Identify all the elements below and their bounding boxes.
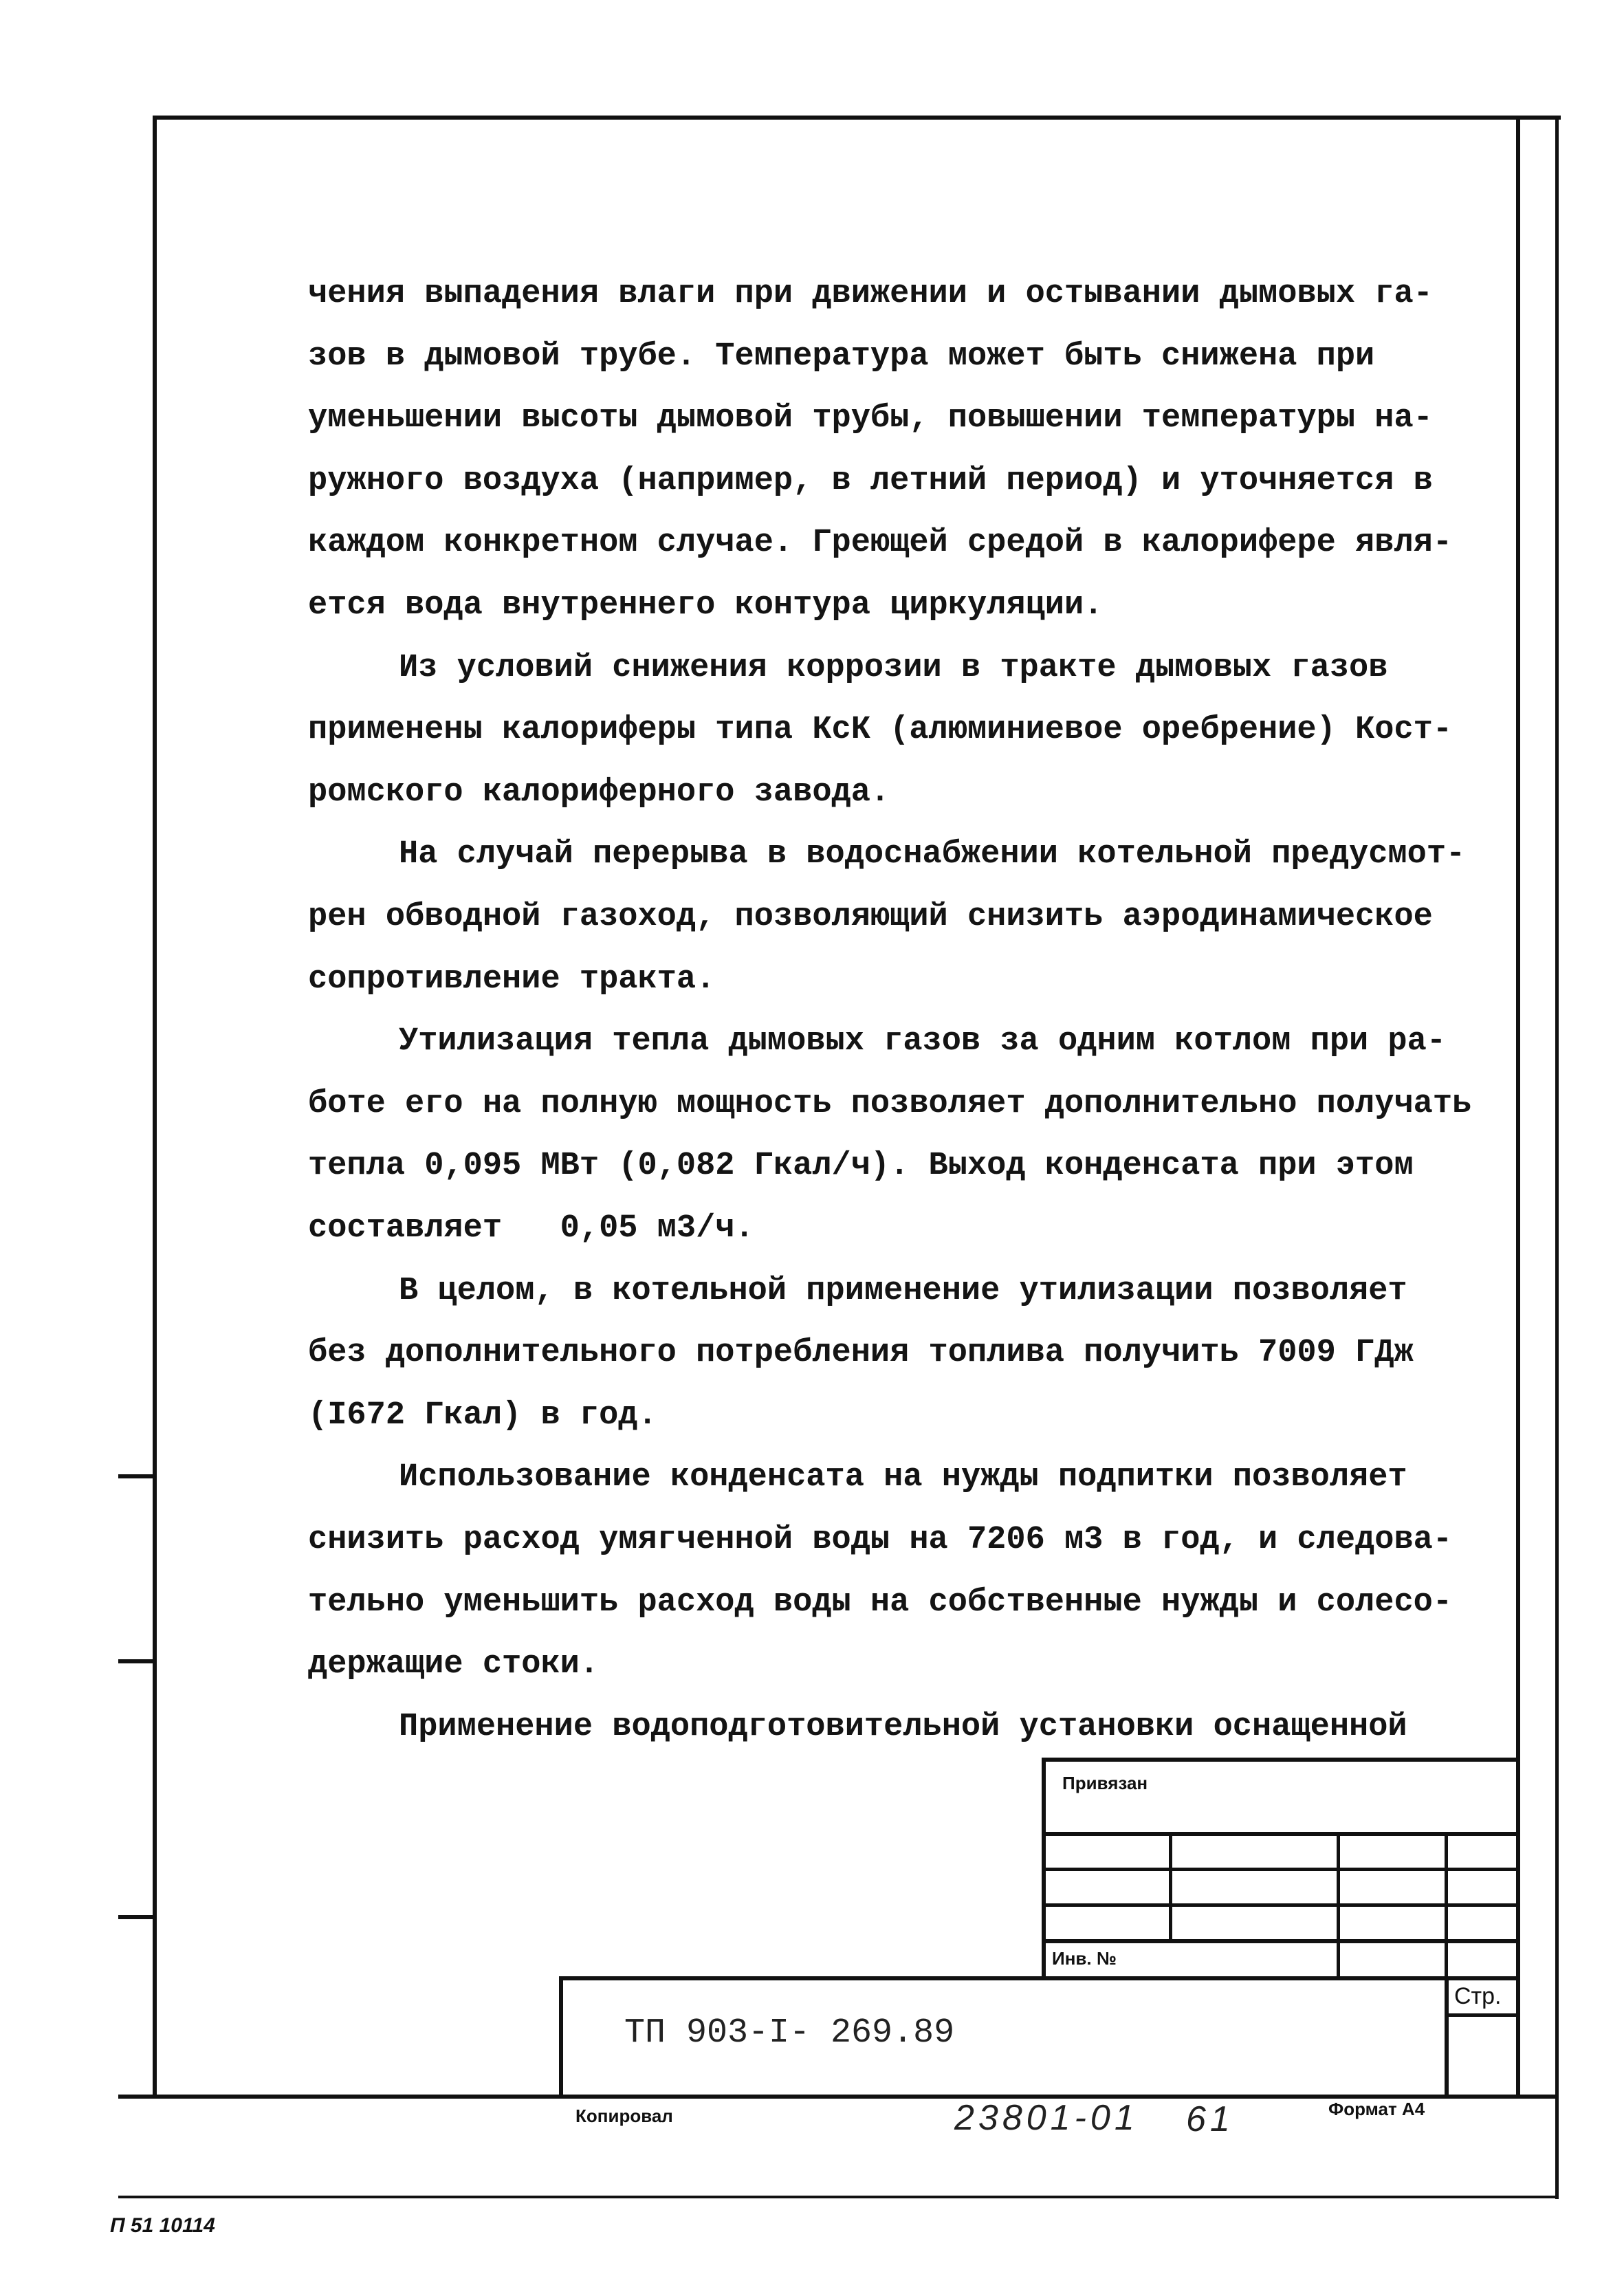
text-line: ется вода внутреннего контура циркуляции.: [308, 587, 1104, 624]
margin-tick: [118, 1474, 155, 1478]
order-number: 23801-01: [954, 2098, 1139, 2138]
sheet-bottom-edge: [118, 2196, 1557, 2198]
copied-label: Копировал: [575, 2106, 673, 2126]
text-line: каждом конкретном случае. Греющей средой в калорифере явля-: [308, 525, 1453, 562]
text-line: снизить расход умягченной воды на 7206 м3 в год, и следова-: [308, 1522, 1453, 1558]
text-line: тепла 0,095 МВт (0,082 Гкал/ч). Выход конденсата при этом: [308, 1148, 1414, 1185]
text-line: сопротивление тракта.: [308, 961, 716, 998]
document-code: ТП 903-I- 269.89: [624, 2013, 955, 2053]
grid-line: [1169, 1832, 1172, 1940]
text-line: чения выпадения влаги при движении и остывании дымовых га-: [308, 276, 1433, 312]
text-line: На случай перерыва в водоснабжении котельной предусмот-: [399, 836, 1466, 873]
text-line: (I672 Гкал) в год.: [308, 1397, 657, 1434]
text-line: Применение водоподготовительной установки оснащенной: [399, 1708, 1407, 1745]
text-line: тельно уменьшить расход воды на собственные нужды и солесо-: [308, 1584, 1453, 1621]
margin-tick: [118, 1659, 155, 1663]
grid-line: [1042, 1868, 1520, 1871]
grid-line: [1445, 2013, 1520, 2017]
text-line: ружного воздуха (например, в летний период) и уточняется в: [308, 462, 1433, 499]
text-line: применены калориферы типа КсК (алюминиевое оребрение) Кост-: [308, 712, 1453, 749]
text-line: Использование конденсата на нужды подпитки позволяет: [399, 1459, 1407, 1496]
frame-left-line: [153, 116, 157, 2099]
grid-line: [1445, 1976, 1449, 2099]
text-line: уменьшении высоты дымовой трубы, повышении температуры на-: [308, 400, 1433, 437]
text-line: ромского калориферного завода.: [308, 774, 890, 811]
text-line: Из условий снижения коррозии в тракте дымовых газов: [399, 649, 1388, 686]
grid-line: [1445, 1832, 1448, 1979]
text-line: составляет 0,05 м3/ч.: [308, 1210, 754, 1247]
inv-no-label: Инв. №: [1052, 1948, 1117, 1969]
grid-line: [1042, 1939, 1520, 1943]
text-line: Утилизация тепла дымовых газов за одним котлом при ра-: [399, 1023, 1447, 1060]
text-line: рен обводной газоход, позволяющий снизить аэродинамическое: [308, 899, 1433, 935]
text-line: зов в дымовой трубе. Температура может быть снижена при: [308, 338, 1375, 375]
frame-top-line: [155, 116, 1561, 120]
stamp-code: П 51 10114: [110, 2214, 215, 2237]
format-label: Формат А4: [1328, 2099, 1425, 2119]
sheet-right-edge: [1555, 116, 1559, 2199]
text-line: держащие стоки.: [308, 1646, 600, 1683]
page-label: Стр.: [1454, 1983, 1502, 2009]
sheet-number: 61: [1186, 2099, 1234, 2139]
grid-line: [1042, 1832, 1520, 1836]
text-line: без дополнительного потребления топлива получить 7009 ГДж: [308, 1335, 1414, 1372]
text-line: В целом, в котельной применение утилизации позволяет: [399, 1272, 1407, 1309]
text-line: боте его на полную мощность позволяет дополнительно получать: [308, 1085, 1472, 1122]
margin-tick: [118, 1915, 155, 1919]
grid-line: [1042, 1903, 1520, 1907]
grid-line: [1337, 1832, 1340, 1979]
attached-label: Привязан: [1062, 1773, 1148, 1793]
